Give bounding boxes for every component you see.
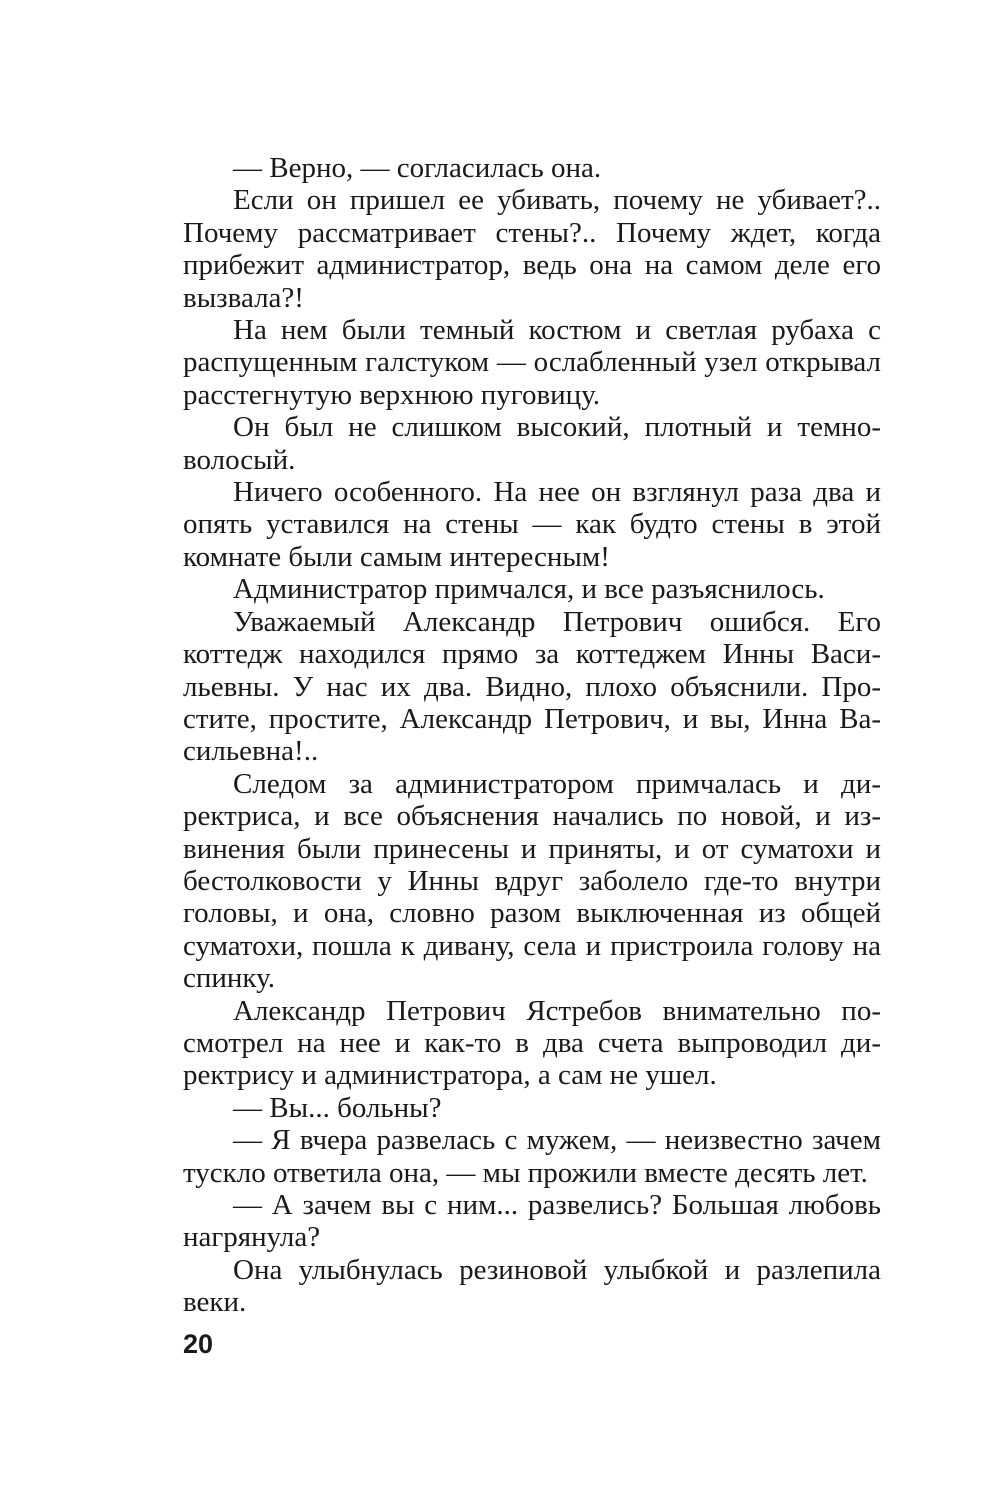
paragraph: — А зачем вы с ним... развелись? Большая любовь нагрянула? xyxy=(183,1189,881,1254)
paragraph: Ничего особенного. На нее он взглянул раза два и опять уставился на стены — как будто стены в этой комнате были самым интересным! xyxy=(183,476,881,573)
paragraph: Если он пришел ее убивать, почему не убивает?.. Почему рассматривает стены?.. Почему ждет, когда прибежит администратор, ведь она на самом деле его вызвала?! xyxy=(183,184,881,314)
paragraph: Александр Петрович Ястребов внимательно посмотрел на нее и как-то в два счета выпроводил директрису и администратора, а сам не ушел. xyxy=(183,994,881,1092)
paragraph: — Верно, — согласилась она. xyxy=(233,152,602,184)
paragraph: — Вы... больны? xyxy=(233,1091,442,1124)
paragraph: — Я вчера развелась с мужем, — неизвестно зачем тускло ответила она, — мы прожили вместе десять лет. xyxy=(183,1124,881,1189)
paragraph: Администратор примчался, и все разъяснилось. xyxy=(233,573,825,606)
paragraph: Она улыбнулась резиновой улыбкой и разлепила веки. xyxy=(183,1253,881,1319)
page-number: 20 xyxy=(183,1329,214,1359)
page-body-text xyxy=(183,152,881,1319)
paragraph: Уважаемый Александр Петрович ошибся. Его коттедж находился прямо за коттеджем Инны Васильевны. У нас их два. Видно, плохо объяснили. Простите, простите, Александр Петрович, и вы, Инна Васильевна!.. xyxy=(183,605,881,768)
paragraph: Следом за администратором примчалась и директриса, и все объяснения начались по новой, и извинения были принесены и приняты, и от суматохи и бестолковости у Инны вдруг заболело где-то внутри головы, и она, словно разом выключенная из общей суматохи, пошла к дивану, села и пристроила голову на спинку. xyxy=(183,767,881,995)
paragraph: На нем были темный костюм и светлая рубаха с распущенным галстуком — ослабленный узел открывал расстегнутую верхнюю пуговицу. xyxy=(183,314,881,411)
paragraph: Он был не слишком высокий, плотный и темноволосый. xyxy=(183,411,881,476)
